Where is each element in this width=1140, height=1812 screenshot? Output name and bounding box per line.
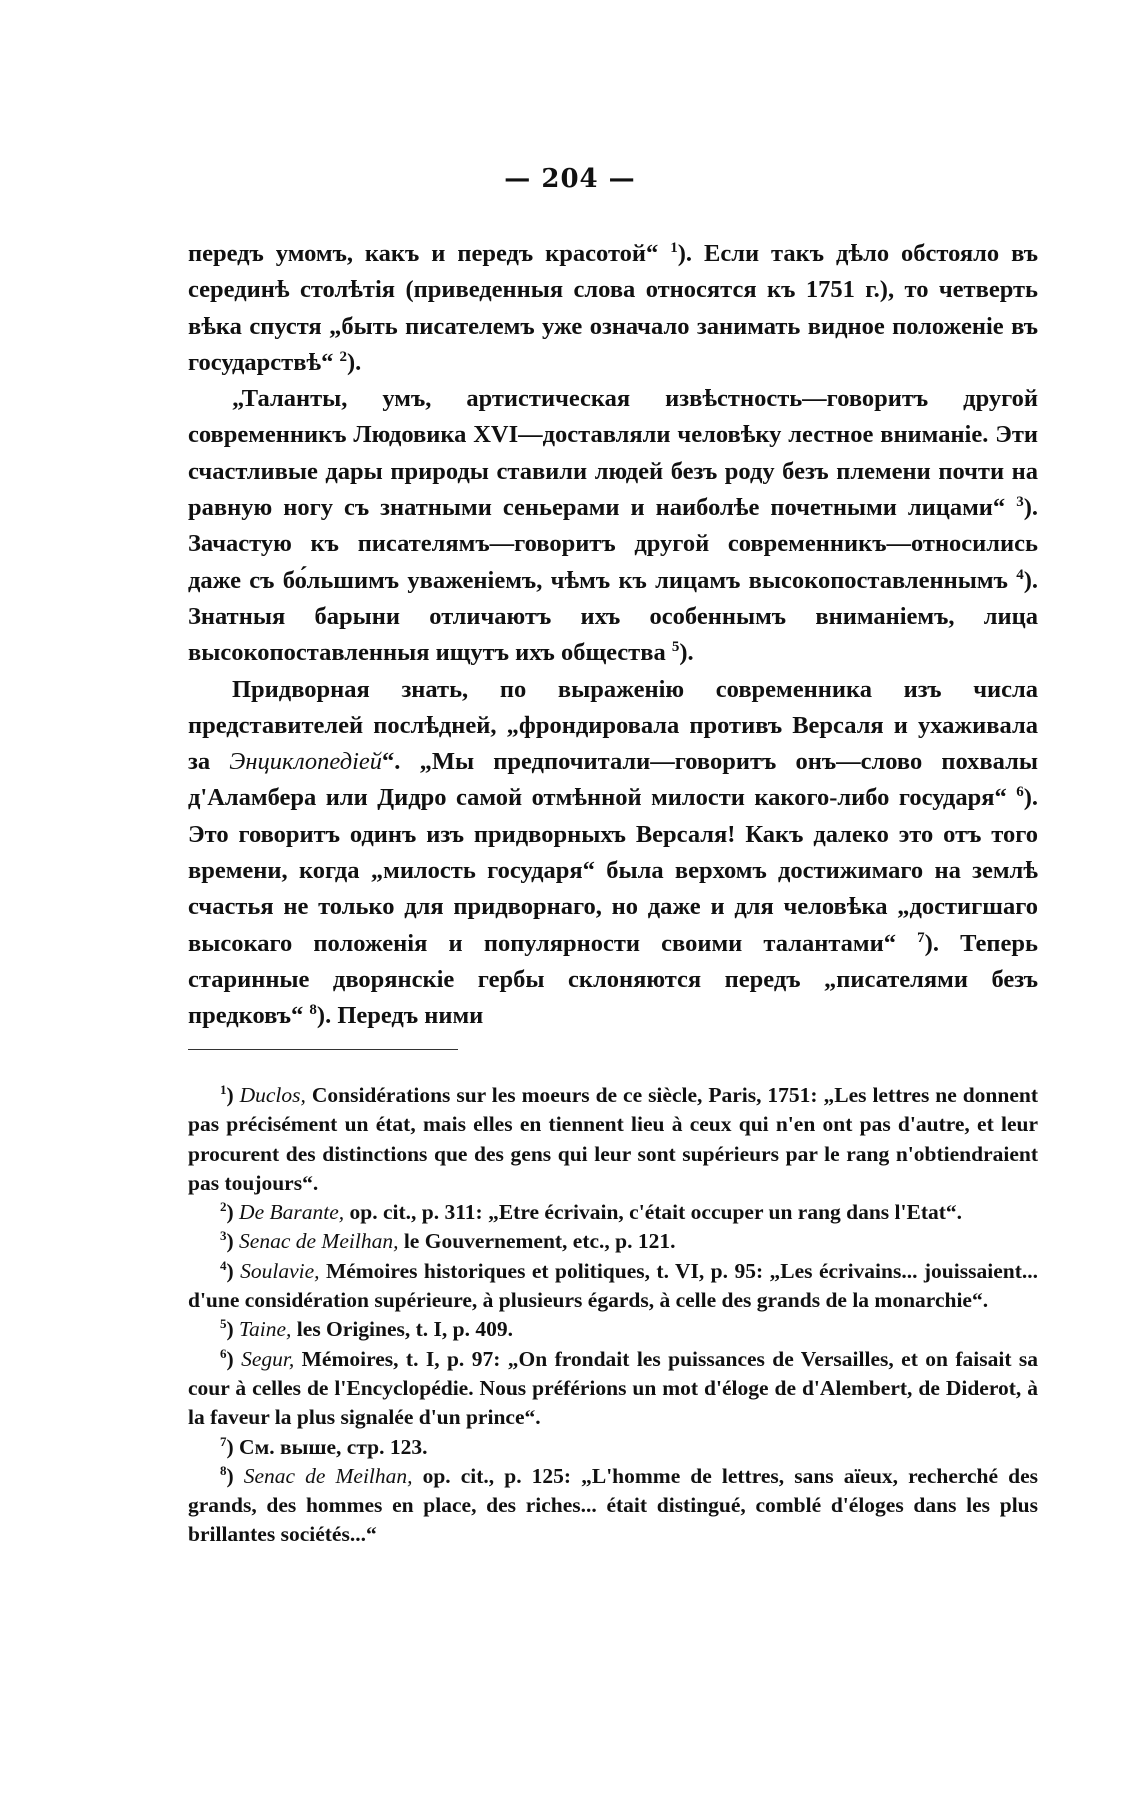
text-run: Придворная знать, по выраженію современника изъ числа представителей послѣдней, „фрондировала противъ Версаля и ухаживала за	[188, 675, 1038, 776]
footnote-author: Senac de Meilhan,	[243, 1463, 413, 1488]
footnote-text: le Gouvernement, etc., p. 121.	[398, 1229, 676, 1254]
text-run: ). Если такъ дѣло обстояло въ серединѣ столѣтія (приведенныя слова относятся къ 1751 г.), то четверть вѣка спустя „быть писателемъ уже означало занимать видное положеніе въ государствѣ“	[188, 240, 1039, 376]
text-run: ). Зачастую къ писателямъ—говоритъ другой современникъ—относились даже съ бо́льшимъ уваженіемъ, чѣмъ къ лицамъ высокопоставленнымъ	[188, 494, 1038, 594]
footnotes	[188, 1081, 1038, 1550]
footnote-number: 5	[220, 1316, 227, 1332]
text-run: „Таланты, умъ, артистическая извѣстность—говоритъ другой современникъ Людовика XVI—доставляли человѣку лестное вниманіе. Эти счастливые дары природы ставили людей безъ роду безъ племени почти на равную ногу съ знатными сеньерами и наиболѣе почетными лицами“	[188, 385, 1038, 522]
footnote-author: Senac de Meilhan,	[239, 1229, 399, 1254]
footnote-number: 2	[220, 1199, 227, 1215]
text-run: передъ умомъ, какъ и передъ красотой	[188, 240, 647, 267]
footnote-ref: 7	[917, 929, 925, 946]
footnote-text: les Origines, t. I, p. 409.	[291, 1317, 513, 1342]
footnote: $^6$) Segur, Mémoires, t. I, p. 97: „On frondait les puissances de Versailles, et on faisait sa cour à celles de l'Encyclopédie. Nous préférions un mot d'éloge de d'Alembert, de Diderot, à la faveur la plus signalée d'un prince“.	[188, 1345, 1038, 1430]
text-run: ). Знатныя барыни отличаютъ ихъ особеннымъ вниманіемъ, лица высокопоставленныя ищутъ ихъ общества	[188, 566, 1038, 667]
page-number: — 204 —	[504, 164, 636, 194]
main-text	[188, 236, 1038, 1035]
footnote-text: Mémoires, t. I, p. 97: „On frondait les puissances de Versailles, et on faisait sa cour à celles de l'Encyclopédie. Nous préférions un mot d'éloge de d'Alembert, de Diderot, à la faveur la plus signalée d'un prince“.	[188, 1346, 1038, 1430]
text-run: ).	[347, 348, 362, 376]
footnote-author: Segur,	[241, 1346, 295, 1371]
footnote-author: Soulavie,	[240, 1258, 320, 1283]
text-run: ). Передъ ними	[316, 1002, 484, 1030]
text-run: “	[646, 240, 671, 267]
text-run: ).	[679, 639, 694, 667]
footnote-number: 7	[220, 1433, 227, 1449]
footnote-ref: 2	[339, 348, 348, 365]
footnote-ref: 6	[1016, 784, 1024, 801]
footnote-ref: 4	[1016, 566, 1024, 583]
footnote-number: 3	[220, 1228, 227, 1244]
footnote-text: op. cit., p. 311: „Etre écrivain, c'était occuper un rang dans l'Etat“.	[344, 1200, 963, 1225]
footnote-number: 1	[220, 1081, 227, 1097]
footnote-text: op. cit., p. 125: „L'homme de lettres, sans aïeux, recherché des grands, des hommes en place, des riches... était distingué, comblé d'éloges dans les plus brillantes sociétés...“	[188, 1463, 1038, 1547]
footnote: $^5$) Taine, les Origines, t. I, p. 409.	[220, 1316, 513, 1342]
text-run: ). Теперь старинные дворянскіе гербы склоняются передъ „писателями безъ предковъ“	[188, 929, 1038, 1030]
footnote: $^8$) Senac de Meilhan, op. cit., p. 125: „L'homme de lettres, sans aïeux, recherché des grands, des hommes en place, des riches... était distingué, comblé d'éloges dans les plus brillantes sociétés...“	[188, 1462, 1038, 1547]
footnote-ref: 1	[670, 239, 678, 256]
paragraph	[188, 381, 1038, 671]
footnote-separator	[188, 1049, 458, 1050]
footnote-text: Considérations sur les moeurs de ce siècle, Paris, 1751: „Les lettres ne donnent pas précisément un état, mais elles en tiennent lieu à ceux qui n'en ont pas d'autre, et leur procurent des distinctions que des gens qui leur sont supérieurs par le rang n'obtiendraient pas toujours“.	[188, 1083, 1038, 1195]
footnote-text: См. выше, стр. 123.	[239, 1434, 428, 1459]
footnote: $^3$) Senac de Meilhan, le Gouvernement, etc., p. 121.	[220, 1228, 676, 1254]
footnote: $^1$) Duclos, Considérations sur les moeurs de ce siècle, Paris, 1751: „Les lettres ne donnent pas précisément un état, mais elles en tiennent lieu à ceux qui n'en ont pas d'autre, et leur procurent des distinctions que des gens qui leur sont supérieurs par le rang n'obtiendraient pas toujours“.	[188, 1081, 1038, 1195]
footnote-number: 8	[220, 1462, 227, 1478]
footnote-number: 4	[220, 1257, 227, 1273]
footnote: $^7$) См. выше, стр. 123.	[220, 1433, 428, 1459]
paragraph	[188, 672, 1038, 1035]
text-run: “. „Мы предпочитали—говоритъ онъ—слово похвалы д'Аламбера или Дидро самой отмѣнной милости какого-либо государя“	[188, 748, 1038, 812]
footnote-ref: 8	[309, 1002, 317, 1019]
footnote-number: 6	[220, 1345, 227, 1361]
footnote-author: De Barante,	[239, 1200, 345, 1225]
text-run: ). Это говоритъ одинъ изъ придворныхъ Версаля! Какъ далеко это отъ того времени, когда „милость государя“ была верхомъ достижимаго на землѣ счастья не только для придворнаго, но даже и для человѣка „достигшаго высокаго положенія и популярности своими талантами“	[188, 784, 1038, 957]
footnote-author: Taine,	[239, 1317, 292, 1342]
footnote: $^4$) Soulavie, Mémoires historiques et politiques, t. VI, p. 95: „Les écrivains... jouissaient... d'une considération supérieure, à plusieurs égards, à celle des grands de la monarchie“.	[188, 1257, 1038, 1313]
footnote-ref: 3	[1016, 493, 1024, 510]
italic-text: Энциклопедіей	[229, 748, 383, 776]
footnote-author: Duclos,	[239, 1083, 306, 1107]
paragraph	[188, 236, 1038, 381]
footnote-text: Mémoires historiques et politiques, t. VI, p. 95: „Les écrivains... jouissaient... d'une considération supérieure, à plusieurs égards, à celle des grands de la monarchie“.	[188, 1258, 1038, 1313]
footnote-ref: 5	[671, 639, 680, 656]
footnote: $^2$) De Barante, op. cit., p. 311: „Etre écrivain, c'était occuper un rang dans l'Etat“.	[220, 1199, 963, 1225]
